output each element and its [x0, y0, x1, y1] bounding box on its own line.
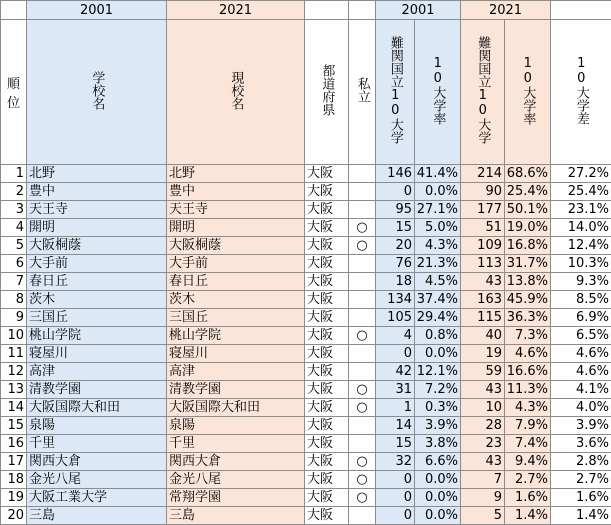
table-row — [1, 489, 611, 507]
cell-school: 北野 — [27, 165, 167, 183]
cell-c01: 42 — [376, 363, 415, 381]
cell-c01: 14 — [376, 417, 415, 435]
cell-r01: 3.8% — [415, 435, 461, 453]
cell-c21: 163 — [461, 291, 505, 309]
cell-rank: 17 — [1, 453, 27, 471]
cell-school: 大阪工業大学 — [27, 489, 167, 507]
table-row — [1, 363, 611, 381]
cell-private — [349, 291, 376, 309]
table-row — [1, 273, 611, 291]
cell-r21: 7.4% — [505, 435, 551, 453]
cell-c21: 40 — [461, 327, 505, 345]
cell-current: 千里 — [167, 435, 305, 453]
cell-c21: 43 — [461, 453, 505, 471]
cell-c21: 23 — [461, 435, 505, 453]
cell-c21: 7 — [461, 471, 505, 489]
cell-rank: 15 — [1, 417, 27, 435]
cell-school: 桃山学院 — [27, 327, 167, 345]
cell-private: ○ — [349, 453, 376, 471]
cell-pref: 大阪 — [305, 489, 349, 507]
cell-rank: 16 — [1, 435, 27, 453]
cell-r21: 7.9% — [505, 417, 551, 435]
cell-private: ○ — [349, 327, 376, 345]
cell-rank: 6 — [1, 255, 27, 273]
cell-current: 桃山学院 — [167, 327, 305, 345]
cell-rank: 8 — [1, 291, 27, 309]
cell-c21: 90 — [461, 183, 505, 201]
rate-2001-header — [415, 20, 461, 165]
cell-school: 三島 — [27, 507, 167, 525]
cell-diff: 1.4% — [551, 507, 611, 525]
count-2021-header — [461, 20, 505, 165]
cell-pref: 大阪 — [305, 237, 349, 255]
cell-private — [349, 435, 376, 453]
cell-diff: 3.9% — [551, 417, 611, 435]
table-row — [1, 381, 611, 399]
cell-c01: 32 — [376, 453, 415, 471]
cell-current: 清教学園 — [167, 381, 305, 399]
table-row — [1, 345, 611, 363]
table-row — [1, 453, 611, 471]
cell-r01: 0.0% — [415, 471, 461, 489]
cell-c01: 0 — [376, 489, 415, 507]
school-name-header — [27, 20, 167, 165]
cell-r01: 12.1% — [415, 363, 461, 381]
cell-c21: 177 — [461, 201, 505, 219]
cell-r01: 0.8% — [415, 327, 461, 345]
cell-school: 豊中 — [27, 183, 167, 201]
cell-c21: 43 — [461, 381, 505, 399]
cell-diff: 25.4% — [551, 183, 611, 201]
year-2001-label: 2001 — [27, 1, 167, 20]
cell-school: 高津 — [27, 363, 167, 381]
cell-r21: 2.7% — [505, 471, 551, 489]
cell-diff: 4.6% — [551, 363, 611, 381]
cell-c01: 0 — [376, 345, 415, 363]
cell-diff: 3.6% — [551, 435, 611, 453]
cell-current: 開明 — [167, 219, 305, 237]
cell-c01: 15 — [376, 435, 415, 453]
cell-diff: 10.3% — [551, 255, 611, 273]
diff-header-text: 10大学差 — [573, 55, 589, 125]
current-name-header — [167, 20, 305, 165]
cell-r01: 7.2% — [415, 381, 461, 399]
cell-pref: 大阪 — [305, 453, 349, 471]
rate-2021-header-text: 10大学率 — [520, 55, 536, 125]
cell-rank: 9 — [1, 309, 27, 327]
cell-r21: 1.6% — [505, 489, 551, 507]
cell-r01: 4.5% — [415, 273, 461, 291]
diff-header — [551, 20, 611, 165]
table-row — [1, 183, 611, 201]
cell-diff: 8.5% — [551, 291, 611, 309]
cell-c21: 59 — [461, 363, 505, 381]
rate-2021-header — [505, 20, 551, 165]
table-row — [1, 309, 611, 327]
cell-private — [349, 507, 376, 525]
cell-c21: 113 — [461, 255, 505, 273]
cell-c21: 43 — [461, 273, 505, 291]
cell-rank: 2 — [1, 183, 27, 201]
cell-pref: 大阪 — [305, 255, 349, 273]
cell-diff: 2.7% — [551, 471, 611, 489]
cell-private — [349, 183, 376, 201]
cell-current: 大阪国際大和田 — [167, 399, 305, 417]
cell-c01: 0 — [376, 471, 415, 489]
cell-current: 茨木 — [167, 291, 305, 309]
cell-current: 北野 — [167, 165, 305, 183]
cell-private — [349, 363, 376, 381]
cell-c01: 146 — [376, 165, 415, 183]
cell-r21: 50.1% — [505, 201, 551, 219]
cell-school: 関西大倉 — [27, 453, 167, 471]
cell-pref: 大阪 — [305, 273, 349, 291]
cell-private — [349, 255, 376, 273]
cell-c21: 51 — [461, 219, 505, 237]
cell-r21: 25.4% — [505, 183, 551, 201]
corner-cell — [1, 1, 27, 20]
cell-c01: 15 — [376, 219, 415, 237]
cell-r21: 13.8% — [505, 273, 551, 291]
cell-rank: 13 — [1, 381, 27, 399]
cell-pref: 大阪 — [305, 417, 349, 435]
count-2001-header — [376, 20, 415, 165]
cell-diff: 6.5% — [551, 327, 611, 345]
private-header-text: 私立 — [354, 77, 370, 103]
cell-private — [349, 165, 376, 183]
cell-r01: 4.3% — [415, 237, 461, 255]
cell-r21: 1.4% — [505, 507, 551, 525]
cell-current: 金光八尾 — [167, 471, 305, 489]
cell-school: 大阪国際大和田 — [27, 399, 167, 417]
cell-r01: 0.3% — [415, 399, 461, 417]
table-row — [1, 255, 611, 273]
cell-current: 泉陽 — [167, 417, 305, 435]
cell-pref: 大阪 — [305, 165, 349, 183]
blank-header-cell — [551, 1, 611, 20]
cell-r01: 0.0% — [415, 489, 461, 507]
cell-private — [349, 345, 376, 363]
cell-rank: 1 — [1, 165, 27, 183]
cell-c01: 20 — [376, 237, 415, 255]
cell-pref: 大阪 — [305, 435, 349, 453]
cell-current: 三島 — [167, 507, 305, 525]
rank-header-text: 順位 — [6, 77, 20, 111]
cell-school: 寝屋川 — [27, 345, 167, 363]
cell-diff: 14.0% — [551, 219, 611, 237]
cell-private — [349, 417, 376, 435]
cell-private — [349, 309, 376, 327]
cell-pref: 大阪 — [305, 219, 349, 237]
cell-diff: 9.3% — [551, 273, 611, 291]
cell-rank: 19 — [1, 489, 27, 507]
table-row — [1, 507, 611, 525]
cell-c21: 214 — [461, 165, 505, 183]
cell-diff: 12.4% — [551, 237, 611, 255]
cell-c01: 134 — [376, 291, 415, 309]
cell-c21: 115 — [461, 309, 505, 327]
cell-rank: 12 — [1, 363, 27, 381]
cell-school: 金光八尾 — [27, 471, 167, 489]
cell-pref: 大阪 — [305, 399, 349, 417]
cell-r21: 16.8% — [505, 237, 551, 255]
cell-private: ○ — [349, 399, 376, 417]
cell-r01: 5.0% — [415, 219, 461, 237]
cell-c01: 76 — [376, 255, 415, 273]
table-body — [1, 165, 611, 525]
cell-r21: 19.0% — [505, 219, 551, 237]
rate-2001-header-text: 10大学率 — [430, 55, 446, 125]
cell-pref: 大阪 — [305, 309, 349, 327]
year-2021-label: 2021 — [167, 1, 305, 20]
cell-private — [349, 273, 376, 291]
cell-c01: 0 — [376, 183, 415, 201]
year-header-row — [1, 1, 611, 20]
cell-r01: 0.0% — [415, 507, 461, 525]
cell-school: 春日丘 — [27, 273, 167, 291]
prefecture-header — [305, 20, 349, 165]
cell-private: ○ — [349, 381, 376, 399]
cell-rank: 14 — [1, 399, 27, 417]
cell-r21: 4.6% — [505, 345, 551, 363]
cell-private — [349, 201, 376, 219]
table-row — [1, 291, 611, 309]
cell-c21: 9 — [461, 489, 505, 507]
cell-diff: 4.6% — [551, 345, 611, 363]
cell-diff: 23.1% — [551, 201, 611, 219]
cell-diff: 4.0% — [551, 399, 611, 417]
cell-rank: 20 — [1, 507, 27, 525]
cell-r01: 41.4% — [415, 165, 461, 183]
cell-current: 寝屋川 — [167, 345, 305, 363]
cell-school: 清教学園 — [27, 381, 167, 399]
cell-rank: 4 — [1, 219, 27, 237]
cell-pref: 大阪 — [305, 291, 349, 309]
table-row — [1, 471, 611, 489]
cell-r21: 36.3% — [505, 309, 551, 327]
cell-r01: 0.0% — [415, 183, 461, 201]
cell-rank: 5 — [1, 237, 27, 255]
cell-c21: 10 — [461, 399, 505, 417]
column-header-row — [1, 20, 611, 165]
cell-r01: 0.0% — [415, 345, 461, 363]
cell-rank: 18 — [1, 471, 27, 489]
cell-school: 天王寺 — [27, 201, 167, 219]
rank-header — [1, 20, 27, 165]
cell-r21: 45.9% — [505, 291, 551, 309]
cell-school: 三国丘 — [27, 309, 167, 327]
cell-r01: 27.1% — [415, 201, 461, 219]
cell-r21: 9.4% — [505, 453, 551, 471]
private-header — [349, 20, 376, 165]
cell-rank: 3 — [1, 201, 27, 219]
cell-c01: 31 — [376, 381, 415, 399]
cell-diff: 1.6% — [551, 489, 611, 507]
cell-diff: 27.2% — [551, 165, 611, 183]
cell-r21: 68.6% — [505, 165, 551, 183]
count-2001-header-text: 難関国立10大学 — [387, 36, 403, 144]
cell-c01: 0 — [376, 507, 415, 525]
cell-school: 茨木 — [27, 291, 167, 309]
table-row — [1, 219, 611, 237]
cell-r21: 31.7% — [505, 255, 551, 273]
cell-r21: 7.3% — [505, 327, 551, 345]
table-row — [1, 435, 611, 453]
table-row — [1, 399, 611, 417]
cell-current: 春日丘 — [167, 273, 305, 291]
cell-diff: 2.8% — [551, 453, 611, 471]
blank-header-cell — [349, 1, 376, 20]
cell-pref: 大阪 — [305, 201, 349, 219]
table-row — [1, 165, 611, 183]
cell-current: 大手前 — [167, 255, 305, 273]
cell-current: 高津 — [167, 363, 305, 381]
school-name-header-text: 学校名 — [89, 70, 105, 110]
cell-r01: 29.4% — [415, 309, 461, 327]
cell-private: ○ — [349, 219, 376, 237]
cell-school: 開明 — [27, 219, 167, 237]
cell-r21: 16.6% — [505, 363, 551, 381]
count-2021-header-text: 難関国立10大学 — [475, 36, 491, 144]
table-row — [1, 327, 611, 345]
cell-diff: 4.1% — [551, 381, 611, 399]
cell-private: ○ — [349, 237, 376, 255]
cell-pref: 大阪 — [305, 327, 349, 345]
cell-pref: 大阪 — [305, 381, 349, 399]
cell-r21: 11.3% — [505, 381, 551, 399]
cell-school: 泉陽 — [27, 417, 167, 435]
cell-pref: 大阪 — [305, 471, 349, 489]
year-2021-group-label: 2021 — [461, 1, 551, 20]
cell-c21: 5 — [461, 507, 505, 525]
cell-c01: 4 — [376, 327, 415, 345]
cell-current: 関西大倉 — [167, 453, 305, 471]
cell-c21: 19 — [461, 345, 505, 363]
cell-pref: 大阪 — [305, 345, 349, 363]
cell-rank: 10 — [1, 327, 27, 345]
cell-c01: 105 — [376, 309, 415, 327]
table-row — [1, 237, 611, 255]
cell-current: 大阪桐蔭 — [167, 237, 305, 255]
cell-current: 天王寺 — [167, 201, 305, 219]
table-row — [1, 201, 611, 219]
cell-pref: 大阪 — [305, 183, 349, 201]
cell-r01: 21.3% — [415, 255, 461, 273]
prefecture-header-text: 都道府県 — [319, 64, 335, 116]
cell-c01: 95 — [376, 201, 415, 219]
cell-current: 常翔学園 — [167, 489, 305, 507]
cell-school: 千里 — [27, 435, 167, 453]
year-2001-group-label: 2001 — [376, 1, 461, 20]
cell-rank: 7 — [1, 273, 27, 291]
cell-private: ○ — [349, 489, 376, 507]
table-row — [1, 417, 611, 435]
cell-c01: 18 — [376, 273, 415, 291]
cell-pref: 大阪 — [305, 507, 349, 525]
cell-c01: 1 — [376, 399, 415, 417]
cell-c21: 109 — [461, 237, 505, 255]
cell-r01: 3.9% — [415, 417, 461, 435]
cell-private: ○ — [349, 471, 376, 489]
cell-r01: 37.4% — [415, 291, 461, 309]
cell-r21: 4.3% — [505, 399, 551, 417]
blank-header-cell — [305, 1, 349, 20]
cell-current: 三国丘 — [167, 309, 305, 327]
cell-pref: 大阪 — [305, 363, 349, 381]
cell-current: 豊中 — [167, 183, 305, 201]
cell-diff: 6.9% — [551, 309, 611, 327]
cell-school: 大阪桐蔭 — [27, 237, 167, 255]
cell-r01: 6.6% — [415, 453, 461, 471]
cell-c21: 28 — [461, 417, 505, 435]
cell-rank: 11 — [1, 345, 27, 363]
cell-school: 大手前 — [27, 255, 167, 273]
current-name-header-text: 現校名 — [228, 70, 244, 110]
